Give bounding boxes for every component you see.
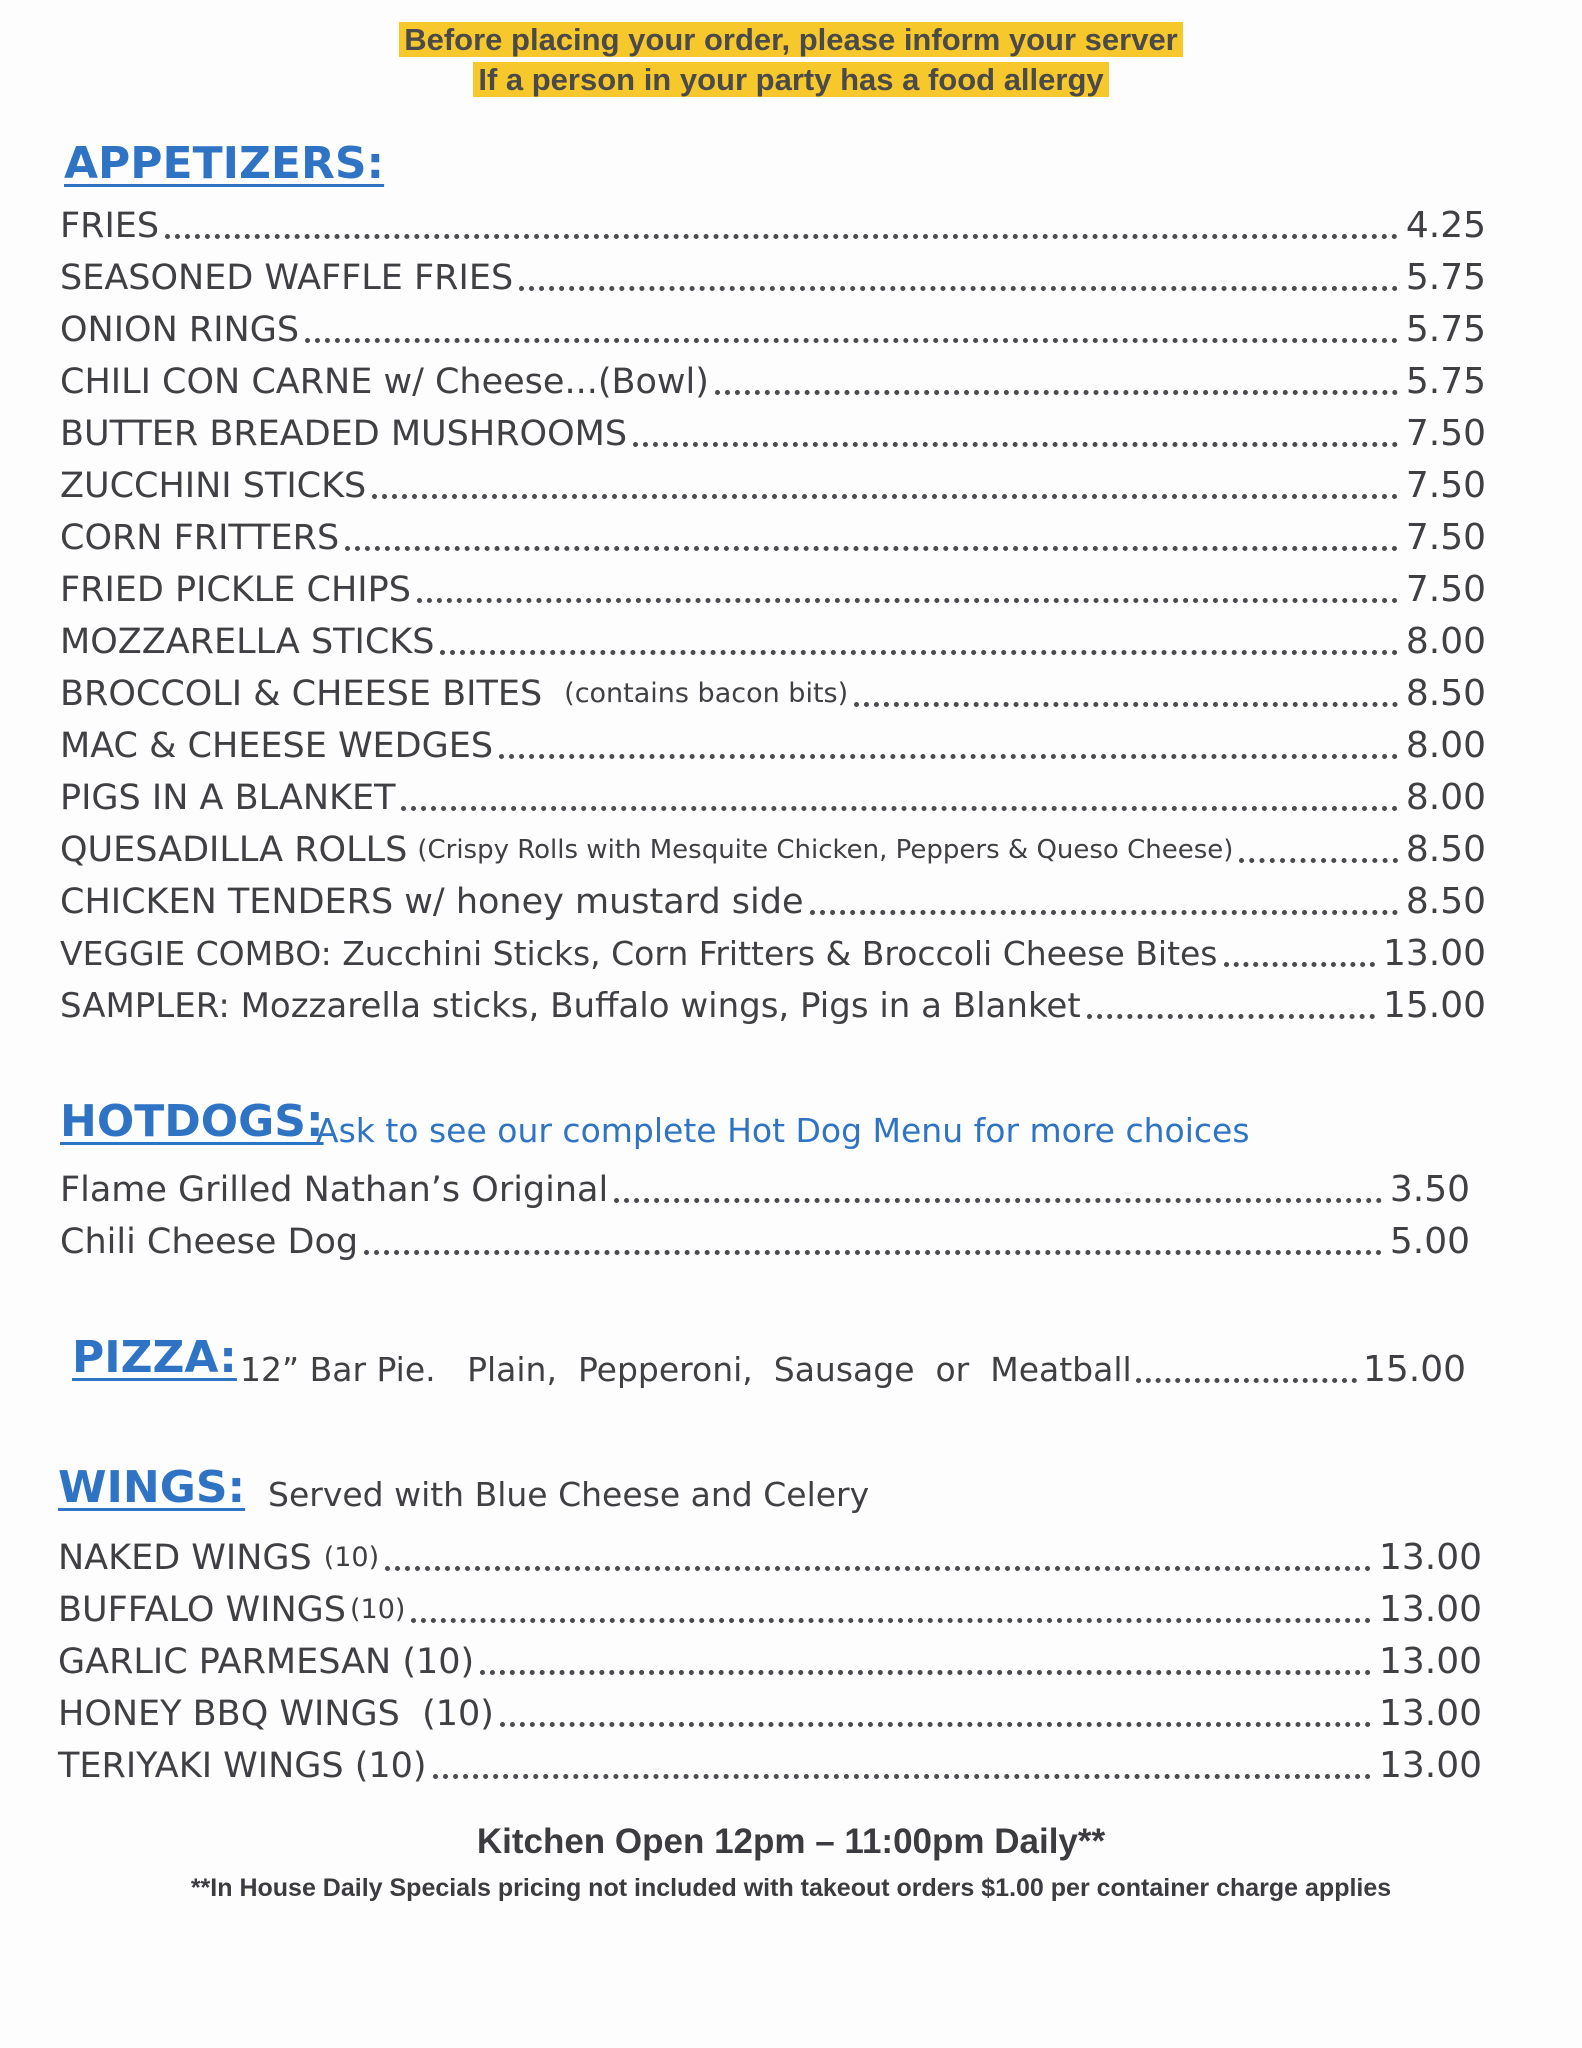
item-name: SEASONED WAFFLE FRIES: [60, 258, 514, 298]
dot-leader: [854, 702, 1398, 707]
dot-leader: [500, 1722, 1371, 1727]
dot-leader: [440, 650, 1397, 655]
allergy-notice-line-2: If a person in your party has a food allergy: [473, 62, 1108, 97]
menu-item: [58, 1736, 1482, 1788]
allergy-notice: [0, 20, 1582, 100]
item-price: 15.00: [1382, 985, 1486, 1026]
menu-item: [58, 1684, 1482, 1736]
menu-item: [60, 664, 1486, 716]
menu-item: [60, 768, 1486, 820]
item-price: 13.00: [1378, 1589, 1482, 1630]
menu-item: [58, 1632, 1482, 1684]
item-price: 8.50: [1405, 881, 1486, 922]
item-price: 13.00: [1378, 1641, 1482, 1682]
item-name: FRIES: [60, 206, 160, 246]
item-desc: (10): [350, 1594, 406, 1625]
item-price: 8.50: [1405, 829, 1486, 870]
item-name: ZUCCHINI STICKS: [60, 466, 367, 506]
hotdogs-heading: HOTDOGS:: [60, 1096, 324, 1147]
pizza-item: [240, 1340, 1466, 1392]
item-name: MAC & CHEESE WEDGES: [60, 726, 494, 766]
menu-item: [60, 560, 1486, 612]
item-price: 3.50: [1389, 1169, 1470, 1210]
item-name: CHILI CON CARNE w/ Cheese...(Bowl): [60, 362, 709, 402]
item-price: 5.75: [1405, 361, 1486, 402]
item-price: 8.50: [1405, 673, 1486, 714]
dot-leader: [345, 546, 1398, 551]
dot-leader: [1136, 1378, 1357, 1383]
item-name: QUESADILLA ROLLS: [60, 830, 408, 870]
menu-item: [58, 1528, 1482, 1580]
dot-leader: [417, 598, 1398, 603]
appetizers-heading: APPETIZERS:: [64, 138, 385, 189]
item-name: BUFFALO WINGS: [58, 1590, 346, 1630]
dot-leader: [499, 754, 1398, 759]
item-name: FRIED PICKLE CHIPS: [60, 570, 411, 610]
dot-leader: [385, 1566, 1371, 1571]
item-price: 8.00: [1405, 725, 1486, 766]
dot-leader: [364, 1250, 1382, 1255]
item-name: ONION RINGS: [60, 310, 300, 350]
item-price: 8.00: [1405, 621, 1486, 662]
item-price: 8.00: [1405, 777, 1486, 818]
item-price: 13.00: [1378, 1537, 1482, 1578]
item-price: 7.50: [1405, 569, 1486, 610]
dot-leader: [614, 1198, 1382, 1203]
item-price: 5.00: [1389, 1221, 1470, 1262]
item-desc: (Crispy Rolls with Mesquite Chicken, Peppers & Queso Cheese): [417, 835, 1234, 865]
dot-leader: [433, 1774, 1371, 1779]
item-name: BROCCOLI & CHEESE BITES: [60, 674, 543, 714]
dot-leader: [305, 338, 1398, 343]
menu-item: [60, 352, 1486, 404]
item-price: 5.75: [1405, 309, 1486, 350]
item-price: 5.75: [1405, 257, 1486, 298]
takeout-note: **In House Daily Specials pricing not included with takeout orders $1.00 per container charge applies: [190, 1874, 1392, 1902]
item-name: TERIYAKI WINGS (10): [58, 1746, 427, 1786]
menu-item: [60, 716, 1486, 768]
item-price: 7.50: [1405, 413, 1486, 454]
item-name: NAKED WINGS: [58, 1538, 312, 1578]
dot-leader: [633, 442, 1398, 447]
item-name: MOZZARELLA STICKS: [60, 622, 435, 662]
item-price: 13.00: [1382, 933, 1486, 974]
item-price: 7.50: [1405, 465, 1486, 506]
dot-leader: [1239, 858, 1397, 863]
menu-item: [60, 872, 1486, 924]
dot-leader: [372, 494, 1398, 499]
dot-leader: [165, 234, 1398, 239]
item-name: Flame Grilled Nathan’s Original: [60, 1170, 609, 1210]
hotdogs-note: Ask to see our complete Hot Dog Menu for more choices: [316, 1111, 1250, 1150]
menu-item: [60, 1212, 1470, 1264]
item-price: 13.00: [1378, 1745, 1482, 1786]
dot-leader: [411, 1618, 1371, 1623]
menu-item: [60, 300, 1486, 352]
menu-item: [60, 248, 1486, 300]
item-desc: (contains bacon bits): [564, 678, 849, 709]
item-desc: (10): [323, 1542, 380, 1573]
item-name: CORN FRITTERS: [60, 518, 340, 558]
dot-leader: [810, 910, 1398, 915]
allergy-notice-line-1: Before placing your order, please inform your server: [399, 22, 1183, 57]
item-price: 13.00: [1378, 1693, 1482, 1734]
dot-leader: [480, 1670, 1371, 1675]
menu-item: [60, 1160, 1470, 1212]
item-name: BUTTER BREADED MUSHROOMS: [60, 414, 628, 454]
dot-leader: [1087, 1014, 1375, 1019]
item-name: GARLIC PARMESAN (10): [58, 1642, 475, 1682]
dot-leader: [715, 390, 1398, 395]
pizza-price: 15.00: [1362, 1349, 1466, 1390]
menu-item: [60, 508, 1486, 560]
item-price: 7.50: [1405, 517, 1486, 558]
pizza-heading: PIZZA:: [72, 1332, 237, 1383]
kitchen-hours: Kitchen Open 12pm – 11:00pm Daily**: [476, 1822, 1106, 1861]
item-name: PIGS IN A BLANKET: [60, 778, 396, 818]
wings-note: Served with Blue Cheese and Celery: [268, 1475, 870, 1514]
menu-item: [60, 976, 1486, 1028]
item-name: VEGGIE COMBO: Zucchini Sticks, Corn Fritters & Broccoli Cheese Bites: [60, 934, 1218, 973]
dot-leader: [519, 286, 1398, 291]
wings-heading: WINGS:: [58, 1462, 246, 1513]
item-name: CHICKEN TENDERS w/ honey mustard side: [60, 882, 804, 922]
dot-leader: [401, 806, 1397, 811]
menu-item: [60, 612, 1486, 664]
dot-leader: [1224, 962, 1375, 967]
item-name: Chili Cheese Dog: [60, 1222, 359, 1262]
menu-item: [60, 924, 1486, 976]
item-name: SAMPLER: Mozzarella sticks, Buffalo wings, Pigs in a Blanket: [60, 986, 1081, 1026]
item-name: HONEY BBQ WINGS (10): [58, 1694, 494, 1734]
menu-item: [58, 1580, 1482, 1632]
menu-item: [60, 456, 1486, 508]
menu-item: [60, 404, 1486, 456]
item-price: 4.25: [1405, 205, 1486, 246]
pizza-description: 12” Bar Pie. Plain, Pepperoni, Sausage or Meatball: [240, 1350, 1132, 1389]
menu-item: [60, 196, 1486, 248]
menu-item: [60, 820, 1486, 872]
